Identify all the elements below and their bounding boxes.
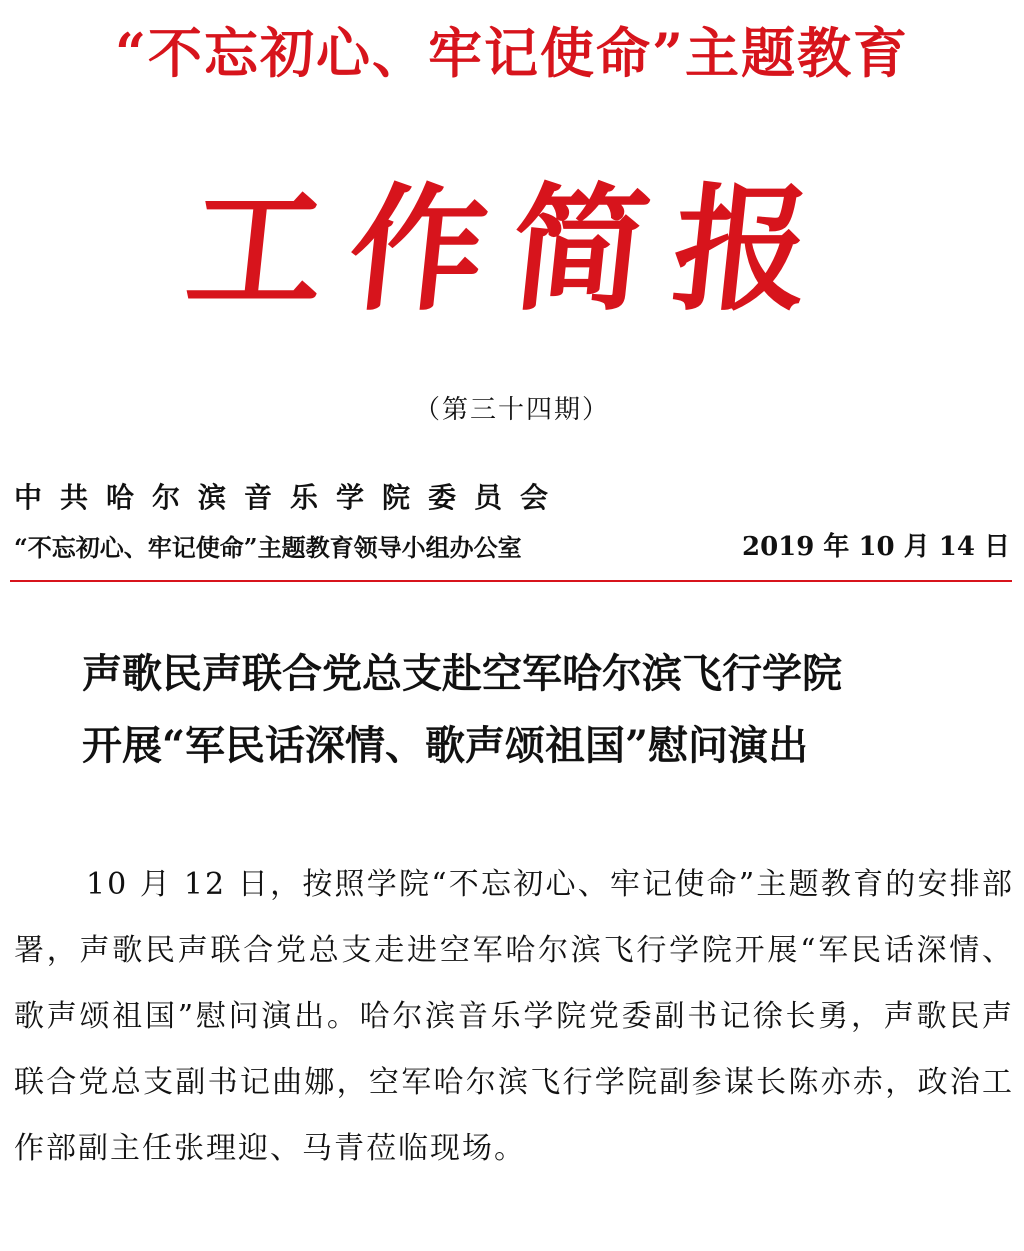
article-headline-line1: 声歌民声联合党总支赴空军哈尔滨飞行学院 xyxy=(82,650,842,697)
issue-date: 2019 年 10 月 14 日 xyxy=(742,532,1010,562)
issuer-organization: 中共哈尔滨音乐学院委员会 xyxy=(14,481,567,514)
masthead-subtitle: “不忘初心、牢记使命”主题教育 xyxy=(114,21,910,85)
issuer-office: “不忘初心、牢记使命”主题教育领导小组办公室 xyxy=(14,533,522,562)
masthead-title: 工作简报 xyxy=(179,170,845,330)
article-body: 10 月 12 日，按照学院“不忘初心、牢记使命”主题教育的安排部署，声歌民声联合党总支走进空军哈尔滨飞行学院开展“军民话深情、歌声颂祖国”慰问演出。哈尔滨音乐学院党委副书记徐长勇，声歌民声联合党总支副书记曲娜，空军哈尔滨飞行学院副参谋长陈亦赤，政治工作部副主任张理迎、马青莅临现场。 xyxy=(14,867,1014,1166)
article-headline-line2: 开展“军民话深情、歌声颂祖国”慰问演出 xyxy=(82,722,809,769)
issue-number: （第三十四期） xyxy=(413,395,610,425)
red-divider xyxy=(10,580,1012,582)
